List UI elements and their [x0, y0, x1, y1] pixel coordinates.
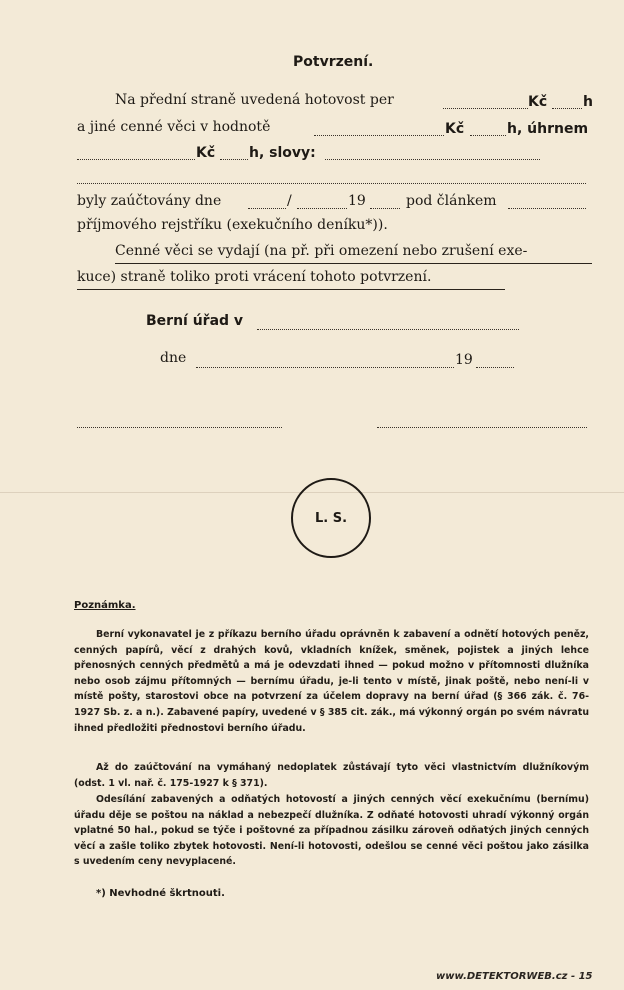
date-field[interactable]	[196, 367, 454, 368]
note-title: Poznámka.	[74, 600, 136, 611]
line7-text: Cenné věci se vydají (na př. při omezení nebo zrušení exe-	[115, 243, 528, 259]
tax-office-field[interactable]	[257, 329, 519, 330]
line5-text: byly zaúčtovány dne	[77, 193, 222, 209]
date-label: dne	[160, 350, 187, 366]
date-month-field[interactable]	[297, 208, 347, 209]
stamp-circle	[291, 478, 371, 558]
signature-line-left[interactable]	[77, 427, 282, 428]
line5-article: pod článkem	[406, 193, 497, 209]
tax-office-label: Berní úřad v	[146, 313, 244, 329]
line2-text: a jiné cenné věci v hodnotě	[77, 119, 271, 135]
line8-underline	[77, 289, 505, 290]
heller-field-3[interactable]	[220, 159, 248, 160]
heller-field-1[interactable]	[552, 108, 582, 109]
h-label-3: h, slovy:	[249, 145, 316, 161]
date-slash: /	[287, 193, 292, 209]
kc-label-3: Kč	[196, 145, 216, 161]
date-year-field[interactable]	[370, 208, 400, 209]
h-label-1: h	[583, 94, 593, 110]
line6-text: příjmového rejstříku (exekučního deníku*)).	[77, 217, 388, 233]
kc-label-2: Kč	[445, 121, 465, 137]
note-paragraph-1: Berní vykonavatel je z příkazu berního úřadu oprávněn k zabavení a odnětí hotových peněz, cenných papírů, věcí z drahých kovů, vkladních knížek, směnek, pojistek a jiných lehce přenosných cenných předmětů a má je odevzdati ihned — pokud možno v přítomnosti dlužníka nebo osob zájmu přítomných — bernímu úřadu, je-li tento v místě, jinak poště, nebo není-li v místě pošty, starostovi obce na potvrzení za účelem dopravy na berní úřad (§ 366 zák. č. 76-1927 Sb. z. a n.). Zabavené papíry, uvedené v § 385 cit. zák., má výkonný orgán po svém návratu ihned předložiti přednostovi berního úřadu.	[74, 629, 589, 734]
page-title: Potvrzení.	[293, 54, 374, 70]
words-field[interactable]	[325, 159, 540, 160]
h-label-2: h, úhrnem	[507, 121, 589, 137]
footnote: *) Nevhodné škrtnouti.	[96, 888, 225, 899]
amount-field-1[interactable]	[443, 108, 528, 109]
words-field-continued[interactable]	[77, 183, 586, 184]
line8-text: kuce) straně toliko proti vrácení tohoto potvrzení.	[77, 269, 432, 285]
article-field[interactable]	[508, 208, 586, 209]
date-year-field-2[interactable]	[476, 367, 514, 368]
date-day-field[interactable]	[248, 208, 286, 209]
total-field[interactable]	[77, 159, 195, 160]
heller-field-2[interactable]	[470, 135, 506, 136]
line7-underline	[115, 263, 592, 264]
line1-text: Na přední straně uvedená hotovost per	[115, 92, 394, 108]
note-paragraph-3: Odesílání zabavených a odňatých hotovostí a jiných cenných věcí exekučnímu (bernímu) úřadu děje se poštou na náklad a nebezpečí dlužníka. Z odňaté hotovosti uhradí výkonný orgán vplatné 50 hal., pokud se týče i poštovné za případnou zásilku zároveň odňatých jiných cenných věcí a zašle toliko zbytek hotovosti. Není-li hotovosti, odešlou se cenné věci poštou jako zásilka s uvedením ceny nevyplacené.	[74, 794, 589, 868]
kc-label-1: Kč	[528, 94, 548, 110]
year-prefix-1: 19	[348, 193, 366, 209]
watermark-footer: www.DETEKTORWEB.cz - 15	[436, 971, 593, 982]
signature-line-right[interactable]	[377, 427, 587, 428]
note-paragraph-2: Až do zaúčtování na vymáhaný nedoplatek zůstávají tyto věci vlastnictvím dlužníkovým (odst. 1 vl. nař. č. 175-1927 k § 371).	[74, 762, 589, 789]
value-field[interactable]	[314, 135, 444, 136]
stamp-label: L. S.	[314, 510, 348, 526]
year-prefix-2: 19	[455, 352, 473, 368]
